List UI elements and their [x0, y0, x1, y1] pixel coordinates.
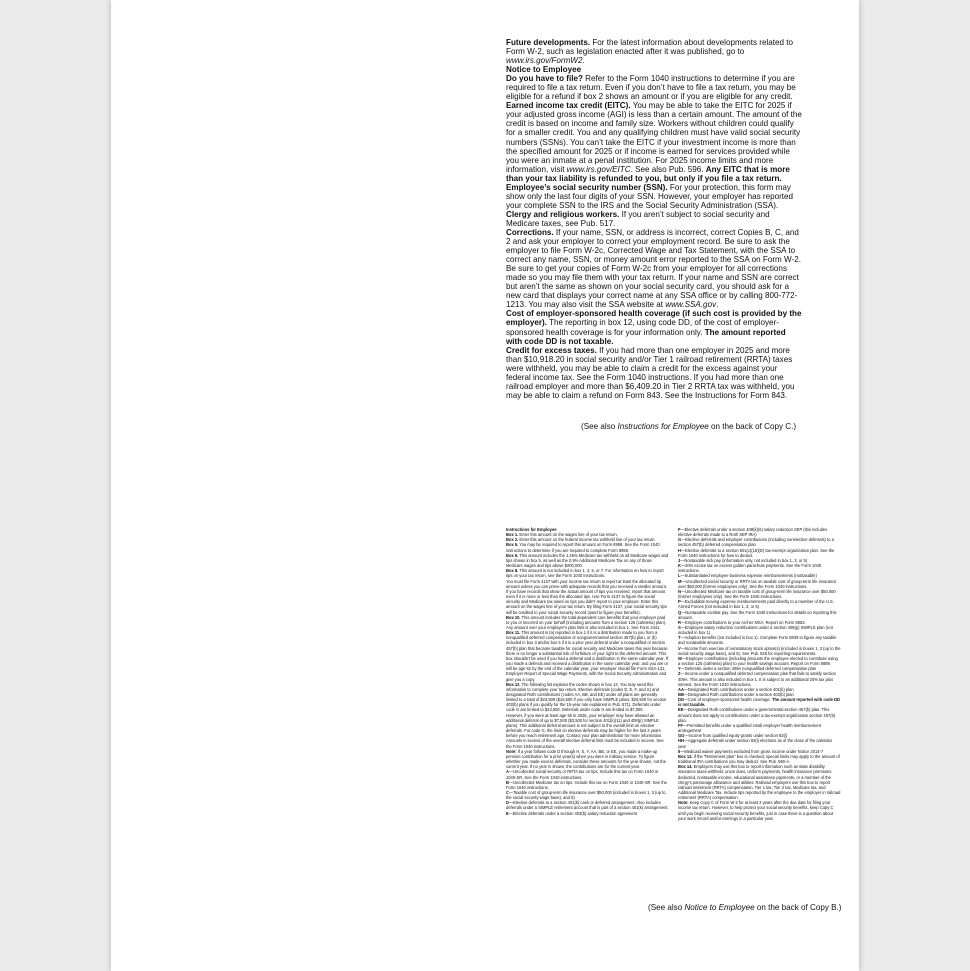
- instruction-item: V—Income from exercise of nonstatutory stock option(s) (included in boxes 1, 3 (up to the social security wage base), and 5). See Pub. 525 for reporting requirements.: [678, 645, 841, 656]
- instruction-item: Box 14. Employers may use this box to report information such as state disability insurance taxes withheld, union dues, uniform payments, health insurance premiums deducted, nontaxable income, educational assistance payments, or a member of the clergy’s parsonage allowance and utilities. Railroad employers use this box to report railroad retirement (RRTA) compensation, Tier 1 tax, Tier 2 tax, Medicare tax, and Additional Medicare Tax. Include tips reported by the employee to the employer in railroad retirement (RRTA) compensation.: [678, 764, 841, 801]
- instruction-item: Note: Keep Copy C of Form W-2 for at least 3 years after the due date for filing your income tax return. However, to help protect your social security benefits, keep Copy C until you begin receiving social security benefits, just in case there is a question about your work record and/or earnings in a particular year.: [678, 800, 834, 821]
- instruction-item: H—Elective deferrals to a section 501(c)(18)(D) tax-exempt organization plan. See the Form 1040 instructions for how to deduct.: [678, 547, 835, 558]
- instruction-item: K—20% excise tax on excess golden parachute payments. See the Form 1040 instructions.: [678, 563, 822, 574]
- notice-heading: Notice to Employee: [506, 65, 582, 75]
- excess-taxes-paragraph: Credit for excess taxes. If you had more than one employer in 2025 and more than $10,918.20 in social security and/or Tier 1 railroad retirement (RRTA) taxes were withheld, you may be able to claim a credit for the excess against your federal income tax. See the Form 1040 instructions. If you had more than one railroad employer and more than $6,409.20 in Tier 2 RRTA tax was withheld, you may be able to claim a refund on Form 843. See the Instructions for Form 843.: [506, 345, 795, 400]
- instruction-item: N—Uncollected Medicare tax on taxable cost of group-term life insurance over $50,000 (former employees only). See the Form 1040 instructions.: [678, 588, 836, 600]
- instruction-item: C—Taxable cost of group-term life insurance over $50,000 (included in boxes 1, 3 (up to the social security wage base), and 5): [506, 789, 666, 801]
- instruction-item: Y—Deferrals under a section 409A nonqualified deferred compensation plan: [678, 666, 817, 672]
- instruction-item: Box 2. Enter this amount on the federal income tax withheld line of your tax return.: [506, 537, 656, 543]
- instruction-item: Box 5. You may be required to report this amount on Form 8959. See the Form 1040 instructions to determine if you are required to complete Form 8959.: [506, 542, 660, 553]
- instruction-item: AA—Designated Roth contributions under a section 401(k) plan: [678, 686, 794, 692]
- instruction-item: P—Excludable moving expense reimbursements paid directly to a member of the U.S. Armed Forces (not included in box 1, 3, or 5): [678, 599, 834, 610]
- instruction-item: Box 10. This amount includes the total dependent care benefits that your employer paid to you or incurred on your behalf (including amounts from a section 125 (cafeteria) plan). Any amount over your employer’s plan limit is also included in box 1. See Form 2441.: [506, 614, 667, 630]
- instruction-item: Box 6. This amount includes the 1.45% Medicare tax withheld on all Medicare wages and tips shown in box 5, as well as the 0.9% Additional Medicare Tax on any of those Medicare wages and tips above $200,000.: [506, 552, 669, 569]
- instruction-item: J—Nontaxable sick pay (information only, not included in box 1, 3, or 5): [678, 557, 808, 563]
- instruction-item: FF—Permitted benefits under a qualified small employer health reimbursement arrangement: [678, 722, 821, 734]
- instruction-item: Box 13. If the “Retirement plan” box is checked, special limits may apply to the amount of traditional IRA contributions you may deduct. See Pub. 590-A.: [678, 753, 840, 765]
- instruction-item: Box 1. Enter this amount on the wages line of your tax return.: [506, 532, 618, 538]
- instruction-item: Q—Nontaxable combat pay. See the Form 1040 instructions for details on reporting this amount.: [678, 609, 837, 620]
- form-page: [111, 0, 859, 971]
- instruction-item: GG—Income from qualified equity grants under section 83(i): [678, 733, 788, 739]
- instructions-left-list: [506, 532, 669, 816]
- instruction-item: Note: If a year follows code D through H, S, Y, AA, BB, or EE, you made a make-up pension contribution for a prior year(s) when you were in military service. To figure whether you made excess deferrals, consider these amounts for the year shown, not the current year. If no year is shown, the contributions are for the current year.: [506, 748, 666, 770]
- see-also-copy-b: (See also Notice to Employee on the back of Copy B.): [648, 903, 842, 912]
- instruction-item: DD—Cost of employer-sponsored health coverage. The amount reported with code DD is not taxable.: [678, 697, 840, 708]
- instruction-item: II—Medicaid waiver payments excluded from gross income under Notice 2014-7: [678, 748, 824, 754]
- instruction-item: B—Uncollected Medicare tax on tips. Include this tax on Form 1040 or 1040-SR. See the Form 1040 instructions.: [506, 779, 667, 790]
- instruction-item: You must file Form 4137 with your income tax return to report at least the allocated tip amount unless you can prove with adequate records that you received a smaller amount. If you have records that show the actual amount of tips you received, report that amount even if it is more or less than the allocated tips. Use Form 4137 to figure the social security and Medicare tax owed on tips you didn’t report to your employer. Enter this amount on the wages line of your tax return. By filing Form 4137, your social security tips will be credited to your social security record (used to figure your benefits).: [506, 578, 667, 615]
- instruction-item: M—Uncollected social security or RRTA tax on taxable cost of group-term life insurance over $50,000 (former employees only). See the Form 1040 instructions.: [678, 578, 837, 589]
- instruction-item: EE—Designated Roth contributions under a governmental section 457(b) plan. This amount does not apply to contributions under a tax-exempt organization section 457(b) plan.: [678, 707, 836, 723]
- see-also-copy-c: (See also Instructions for Employee on the back of Copy C.): [581, 422, 797, 431]
- health-coverage-paragraph: Cost of employer-sponsored health coverage (if such cost is provided by the employer). The reporting in box 12, using code DD, of the cost of employer-sponsored health coverage is for your information only. The amount reported with code DD is not taxable.: [506, 309, 802, 346]
- instructions-right-list: [678, 527, 841, 821]
- instructions-left-column: [506, 527, 669, 816]
- instruction-item: R—Employer contributions to your Archer MSA. Report on Form 8853.: [678, 619, 806, 625]
- eitc-link: www.irs.gov/EITC: [566, 164, 631, 174]
- clergy-paragraph: Clergy and religious workers. If you aren’t subject to social security and Medicare taxes, see Pub. 517.: [506, 209, 770, 228]
- instruction-item: E—Elective deferrals under a section 403(b) salary reduction agreement: [506, 810, 638, 816]
- instruction-item: G—Elective deferrals and employer contributions (including nonelective deferrals) to a section 457(b) deferred compensation plan: [678, 537, 834, 548]
- instructions-heading: Instructions for Employee: [506, 527, 557, 532]
- future-developments-paragraph: Future developments. For the latest information about developments related to Form W-2, such as legislation enacted after it was published, go to www.irs.gov/FormW2.: [506, 38, 794, 66]
- instruction-item: BB—Designated Roth contributions under a section 403(b) plan: [678, 692, 794, 697]
- instruction-item: A—Uncollected social security or RRTA tax on tips. Include this tax on Form 1040 or 1040-SR. See the Form 1040 instructions.: [506, 769, 659, 780]
- notice-to-employee-column: [506, 38, 804, 400]
- instruction-item: Z—Income under a nonqualified deferred compensation plan that fails to satisfy section 409A. This amount is also included in box 1. It is subject to an additional 20% tax plus interest. See the Form 1040 instructions.: [678, 671, 836, 687]
- instruction-item: T—Adoption benefits (not included in box 1). Complete Form 8839 to figure any taxable and nontaxable amounts.: [678, 635, 837, 646]
- ssa-link: www.SSA.gov: [665, 300, 717, 310]
- file-requirement-paragraph: Do you have to file? Refer to the Form 1040 instructions to determine if you are required to file a tax return. Even if you don’t have to file a tax return, you may be eligible for a refund if box 2 shows an amount or if you are eligible for any credit.: [506, 74, 796, 102]
- instruction-item: F—Elective deferrals under a section 408(k)(6) salary reduction SEP (this includes elective deferrals made to a Roth SEP IRA): [678, 527, 828, 538]
- instruction-item: Box 8. This amount is not included in box 1, 3, 5, or 7. For information on how to report tips on your tax return, see the Form 1040 instructions.: [506, 568, 664, 579]
- formw2-link: www.irs.gov/FormW2: [506, 56, 583, 66]
- ssn-paragraph: Employee’s social security number (SSN). For your protection, this form may show only the last four digits of your SSN. However, your employer has reported your complete SSN to the IRS and the Social Security Administration (SSA).: [506, 182, 794, 210]
- instruction-item: D—Elective deferrals to a section 401(k) cash or deferred arrangement. Also includes deferrals under a SIMPLE retirement account that is part of a section 401(k) arrangement.: [506, 800, 669, 811]
- instruction-item: Box 11. This amount is (a) reported in box 1 if it is a distribution made to you from a nonqualified deferred compensation or nongovernmental section 457(b) plan, or (b) included in box 3 and/or box 5 if it is a prior year deferral under a nonqualified or section 457(b) plan that became taxable for social security and Medicare taxes this year because there is no longer a substantial risk of forfeiture of your right to the deferred amount. This box shouldn’t be used if you had a deferral and a distribution in the same calendar year. If you made a deferral and received a distribution in the same calendar year, and you are or will be age 62 by the end of the calendar year, your employer should file Form SSA-131, Employer Report of Special Wage Payments, with the Social Security Administration and give you a copy.: [506, 630, 669, 682]
- instruction-item: HH—Aggregate deferrals under section 83(i) elections as of the close of the calendar year: [678, 738, 833, 749]
- instruction-item: S—Employee salary reduction contributions under a section 408(p) SIMPLE plan (not included in box 1): [678, 624, 833, 636]
- instruction-item: W—Employer contributions (including amounts the employee elected to contribute using a section 125 (cafeteria) plan) to your health savings account. Report on Form 8889.: [678, 655, 838, 667]
- instructions-right-column: [678, 527, 841, 821]
- instruction-item: Box 12. The following list explains the codes shown in box 12. You may need this information to complete your tax return. Elective deferrals (codes D, E, F, and S) and designated Roth contributions (codes AA, BB, and EE) under all plans are generally limited to a total of $23,500 ($16,500 if you only have SIMPLE plans; $26,500 for section 403(b) plans if you qualify for the 15-year rule explained in Pub. 571). Deferrals under code G are limited to $23,500. Deferrals under code H are limited to $7,000.: [506, 681, 667, 713]
- corrections-paragraph: Corrections. If your name, SSN, or address is incorrect, correct Copies B, C, and 2 and ask your employer to correct your employment record. Be sure to ask the employer to file Form W-2c, Corrected Wage and Tax Statement, with the SSA to correct any name, SSN, or money amount error reported to the SSA on Form W-2. Be sure to get your copies of Form W-2c from your employer for all corrections made so you may file them with your tax return. If your name and SSN are correct but aren’t the same as shown on your social security card, you should ask for a new card that displays your correct name at any SSA office or by calling 800-772-1213. You may also visit the SSA website at www.SSA.gov.: [506, 227, 801, 310]
- instruction-item: However, if you were at least age 50 in 2025, your employer may have allowed an additional deferral of up to $7,500 ($3,500 for section 401(k)(11) and 408(p) SIMPLE plans). This additional deferral amount is not subject to the overall limit on elective deferrals. For code G, the limit on elective deferrals may be higher for the last 3 years before you reach retirement age. Contact your plan administrator for more information. Amounts in excess of the overall elective deferral limit must be included in income. See the Form 1040 instructions.: [506, 712, 664, 749]
- eitc-paragraph: Earned income tax credit (EITC). You may be able to take the EITC for 2025 if your adjusted gross income (AGI) is less than a certain amount. The amount of the credit is based on income and family size. Workers without children could qualify for a smaller credit. You and any qualifying children must have valid social security numbers (SSNs). You can’t take the EITC if your investment income is more than the specified amount for 2025 or if income is earned for services provided while you were an inmate at a penal institution. For 2025 income limits and more information, visit www.irs.gov/EITC. See also Pub. 596. Any EITC that is more than your tax liability is refunded to you, but only if you file a tax return.: [506, 101, 802, 183]
- instruction-item: L—Substantiated employee business expense reimbursements (nontaxable): [678, 573, 817, 579]
